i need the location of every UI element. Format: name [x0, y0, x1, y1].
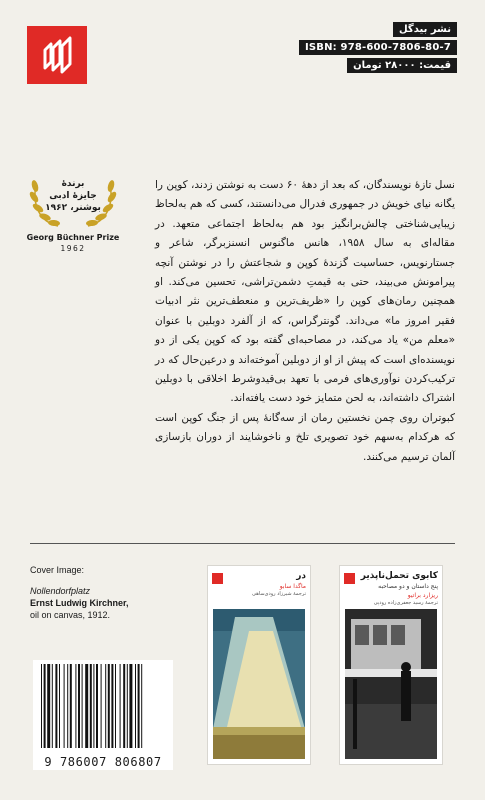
artist-name: Ernst Ludwig Kirchner,	[30, 598, 129, 608]
book-translator: ترجمهٔ شیرزاد رودی‌ساهی	[252, 591, 306, 597]
book-author: ماگدا سابو	[279, 583, 306, 590]
publisher-logo	[27, 26, 87, 84]
credit-label: Cover Image:	[30, 565, 85, 575]
barcode-digits: 9 786007 806807	[44, 755, 162, 769]
isbn-label: ISBN: 978-600-7806-80-7	[299, 40, 457, 55]
blurb-paragraph: کبوتران روی چمن نخستین رمان از سه‌گانهٔ پس از جنگ کوپن است که هرکدام به‌سهم خود تصویری تلخ و ناخوشایند از دوران بازسازی آلمان ترسیم می‌کنند.	[155, 411, 455, 463]
book-title: در	[296, 571, 306, 581]
prize-line-2: جایزهٔ ادبی	[49, 191, 97, 201]
divider	[30, 543, 455, 544]
related-book-cover	[208, 566, 310, 764]
artwork-title: Nollendorfplatz	[30, 586, 91, 596]
book-translator: ترجمهٔ رسید جعفری‌زاده رودپی	[373, 600, 438, 606]
artwork-medium: oil on canvas, 1912.	[30, 610, 111, 620]
related-book-cover	[340, 566, 442, 764]
imprint-block	[277, 22, 457, 73]
publisher-name: نشر بیدگل	[393, 22, 457, 37]
isbn-barcode	[33, 660, 173, 770]
cover-painting	[213, 609, 305, 759]
barcode-bars	[33, 660, 173, 754]
blurb-paragraph: نسل تازهٔ نویسندگان، که بعد از دههٔ ۶۰ دست به نوشتن زدند، کوپن را یگانه نیای خویش در جمهوری فدرال می‌دانستند، کسی که هم به‌لحاظ زیبایی‌شناختی چالش‌برانگیز بود هم به‌لحاظ اجتماعی متعهد. در مقاله‌ای به سال ۱۹۵۸، هانس ماگنوس انسنزبرگر، شاعر و جستارنویس، حساسیت گزندهٔ کوپن و شجاعتش را در نوشتن آنچه پیرامونش می‌بیند، حتی به قیمتِ دشمن‌تراشی، تحسین می‌کند. او همچنین رمان‌های کوپن را «ظریف‌ترین و منعطف‌ترین نثر ادبیات فقیر امروز ما» می‌داند. گونترگراس، که از آلفرد دوبلین با عنوان «معلم من» یاد می‌کند، در مصاحبه‌ای گفته بود که کوپن یکی از دو نویسنده‌ای است که پیش از او از دوبلین آموخته‌اند و درعین‌حال که در ترکیب‌کردن نوآوری‌های فرمی با تعهد بی‌قیدوشرط اخلاقی با دوبلین اشتراک داشته‌اند، به لحن متمایز خود دست یافته‌اند.	[155, 179, 455, 405]
back-cover-blurb	[155, 176, 455, 467]
cover-image-credit	[30, 564, 150, 621]
book-author: ریزارد براتیو	[407, 592, 438, 599]
cover-photograph	[345, 609, 437, 759]
prize-line-1: برندهٔ	[61, 179, 85, 189]
book-title: کابوی تحمل‌ناپذیر	[360, 571, 438, 581]
prize-line-3: بوشنر، ۱۹۶۲	[45, 203, 101, 213]
prize-name: Georg Büchner Prize	[26, 233, 120, 242]
book-subtitle: پنج داستان و دو مصاحبه	[378, 583, 438, 590]
prize-emblem	[18, 170, 128, 253]
publisher-badge-icon	[344, 573, 355, 584]
price-label: قیمت: ۲۸۰۰۰ تومان	[347, 58, 457, 73]
publisher-badge-icon	[212, 573, 223, 584]
prize-year: 1962	[60, 244, 86, 253]
